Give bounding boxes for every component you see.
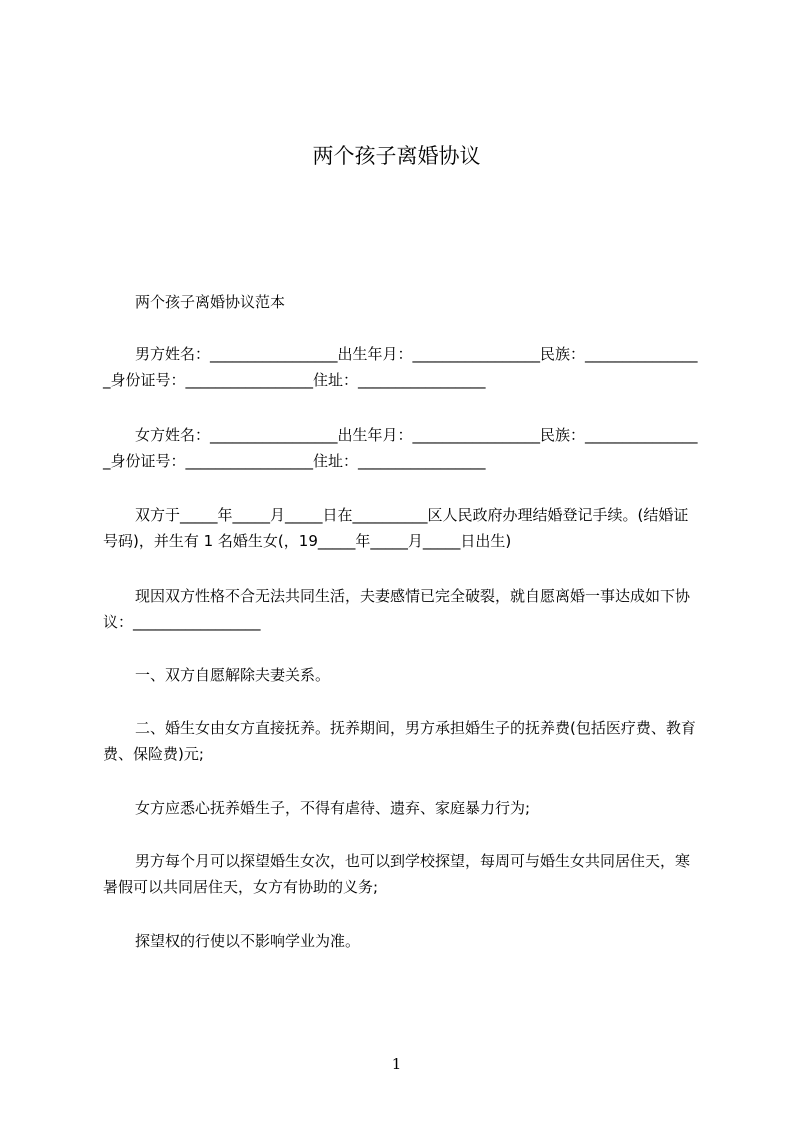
clause-2-duty-paragraph: 女方应悉心抚养婚生子，不得有虐待、遗弃、家庭暴力行为;	[135, 799, 531, 817]
document-title: 两个孩子离婚协议	[312, 144, 481, 168]
document-subtitle: 两个孩子离婚协议范本	[135, 293, 286, 311]
female-info-paragraph: 女方姓名：_________________出生年月：_________________民族：________________身份证号：_________________住址：_________________	[103, 426, 698, 470]
clause-2-paragraph: 二、婚生女由女方直接抚养。抚养期间，男方承担婚生子的抚养费(包括医疗费、教育费、保险费)元;	[103, 719, 696, 763]
clause-1-paragraph: 一、双方自愿解除夫妻关系。	[135, 666, 331, 684]
male-info-paragraph: 男方姓名：_________________出生年月：_________________民族：________________身份证号：_________________住址：_________________	[103, 345, 698, 389]
clause-2-visitation-paragraph: 男方每个月可以探望婚生女次，也可以到学校探望，每周可与婚生女共同居住天，寒暑假可以共同居住天，女方有协助的义务;	[103, 852, 691, 896]
page-number: 1	[391, 1055, 402, 1073]
divorce-reason-paragraph: 现因双方性格不合无法共同生活，夫妻感情已完全破裂，就自愿离婚一事达成如下协议：_________________	[103, 587, 691, 631]
marriage-info-paragraph: 双方于_____年_____月_____日在__________区人民政府办理结婚登记手续。(结婚证号码)，并生有 1 名婚生女(，19_____年_____月_____日出生)	[103, 506, 689, 550]
clause-2-visitation-rule-paragraph: 探望权的行使以不影响学业为准。	[135, 932, 361, 950]
